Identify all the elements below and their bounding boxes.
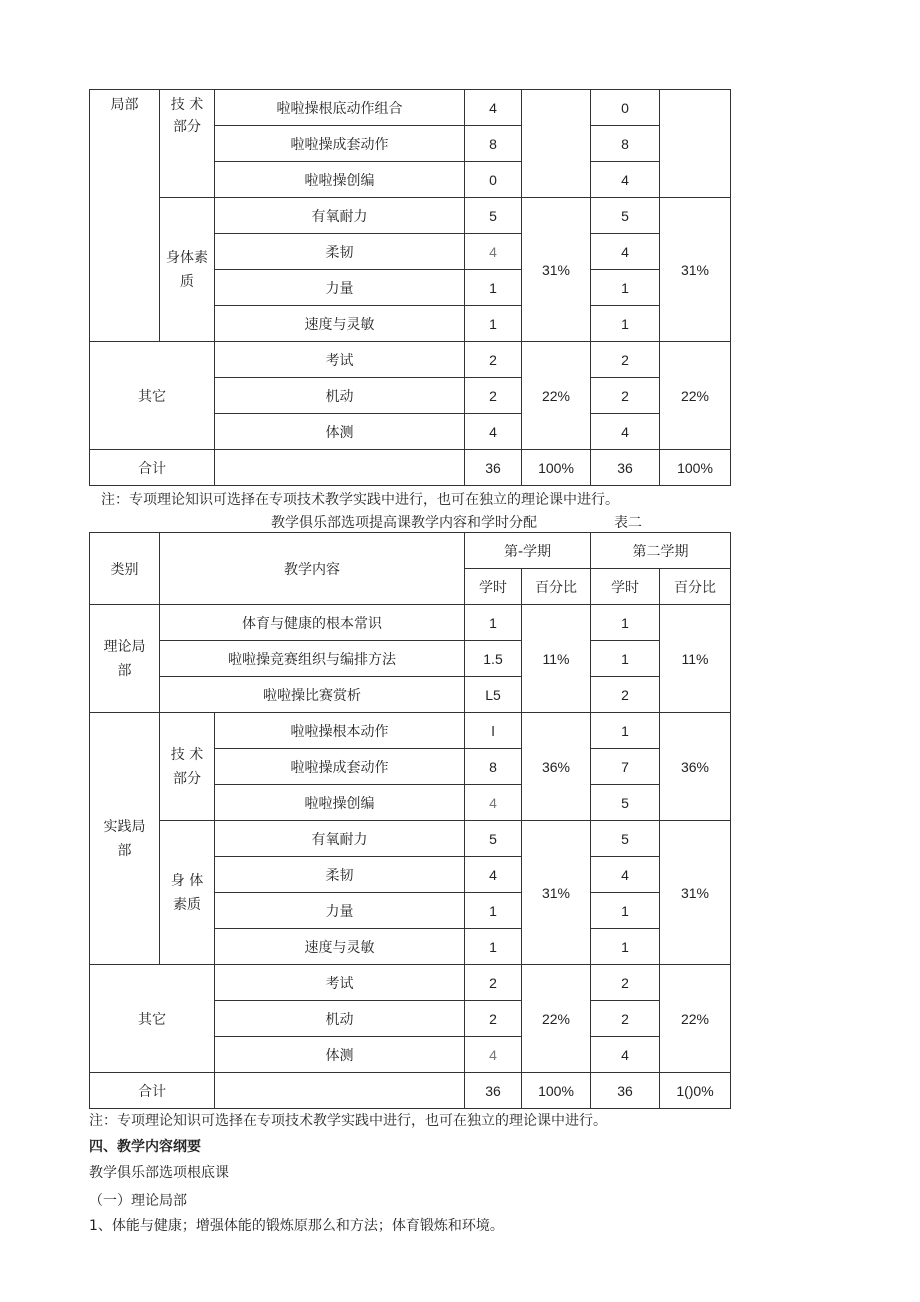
percent-cell: 22%	[522, 342, 591, 450]
content-cell: 体育与健康的根本常识	[160, 605, 465, 641]
hours-cell: 4	[591, 234, 660, 270]
content-cell: 啦啦操比赛赏析	[160, 677, 465, 713]
table-caption: 教学俱乐部选项提高课教学内容和学时分配	[271, 515, 537, 531]
percent-cell: 31%	[522, 821, 591, 965]
table-note: 注：专项理论知识可选择在专项技术教学实践中进行，也可在独立的理论课中进行。	[89, 1113, 607, 1129]
subcategory-cell: 技 术 部分	[160, 90, 215, 198]
hours-cell: 4	[591, 414, 660, 450]
hours-cell: 1	[591, 306, 660, 342]
hours-cell: 2	[465, 378, 522, 414]
header-hours: 学时	[465, 569, 522, 605]
percent-cell: 36%	[522, 713, 591, 821]
hours-cell: l	[465, 713, 522, 749]
content-cell: 啦啦操根底动作组合	[215, 90, 465, 126]
subcategory-cell: 技 术 部分	[160, 713, 215, 821]
total-label: 合计	[90, 450, 215, 486]
content-cell: 有氧耐力	[215, 198, 465, 234]
content-cell: 啦啦操创编	[215, 162, 465, 198]
content-cell: 机动	[215, 1001, 465, 1037]
hours-cell: 0	[591, 90, 660, 126]
content-cell: 考试	[215, 965, 465, 1001]
hours-cell: 2	[591, 1001, 660, 1037]
hours-cell: 4	[591, 1037, 660, 1073]
category-cell: 实践局 部	[90, 713, 160, 965]
hours-cell: 1	[591, 893, 660, 929]
hours-cell: 5	[591, 821, 660, 857]
content-cell: 速度与灵敏	[215, 929, 465, 965]
table-note: 注：专项理论知识可选择在专项技术教学实践中进行，也可在独立的理论课中进行。	[101, 492, 619, 508]
hours-cell: 4	[465, 1037, 522, 1073]
header-percent: 百分比	[660, 569, 731, 605]
total-hours-cell: 36	[591, 1073, 660, 1109]
hours-cell: 2	[465, 1001, 522, 1037]
hours-cell: 2	[465, 965, 522, 1001]
paragraph: 1、体能与健康；增强体能的锻炼原那么和方法；体育锻炼和环境。	[89, 1218, 504, 1234]
hours-cell: 1	[591, 641, 660, 677]
hours-cell: 1	[465, 929, 522, 965]
content-cell: 柔韧	[215, 234, 465, 270]
total-content-cell	[215, 1073, 465, 1109]
content-cell: 啦啦操成套动作	[215, 126, 465, 162]
subsection-heading: （一）理论局部	[89, 1193, 187, 1209]
hours-cell: 4	[465, 785, 522, 821]
hours-cell: 5	[465, 198, 522, 234]
header-semester-2: 第二学期	[591, 533, 731, 569]
total-hours-cell: 36	[465, 1073, 522, 1109]
content-cell: 速度与灵敏	[215, 306, 465, 342]
percent-cell: 22%	[660, 342, 731, 450]
hours-cell: 5	[591, 785, 660, 821]
header-percent: 百分比	[522, 569, 591, 605]
hours-cell: 2	[591, 378, 660, 414]
hours-cell: 1	[591, 605, 660, 641]
hours-cell: 4	[465, 234, 522, 270]
content-cell: 柔韧	[215, 857, 465, 893]
hours-cell: 4	[591, 162, 660, 198]
percent-cell: 22%	[522, 965, 591, 1073]
total-label: 合计	[90, 1073, 215, 1109]
header-category: 类别	[90, 533, 160, 605]
hours-cell: 2	[591, 965, 660, 1001]
header-semester-1: 第-学期	[465, 533, 591, 569]
hours-cell: 5	[591, 198, 660, 234]
content-cell: 力量	[215, 893, 465, 929]
subcategory-cell: 身 体 素质	[160, 821, 215, 965]
content-cell: 啦啦操根本动作	[215, 713, 465, 749]
hours-cell: 4	[591, 857, 660, 893]
category-cell: 局部	[90, 90, 160, 342]
category-cell: 理论局 部	[90, 605, 160, 713]
header-content: 教学内容	[160, 533, 465, 605]
total-content-cell	[215, 450, 465, 486]
hours-cell: 8	[465, 126, 522, 162]
percent-cell: 31%	[522, 198, 591, 342]
content-cell: 啦啦操创编	[215, 785, 465, 821]
hours-cell: 2	[591, 342, 660, 378]
content-cell: 机动	[215, 378, 465, 414]
category-cell: 其它	[90, 965, 215, 1073]
hours-cell: 2	[465, 342, 522, 378]
hours-cell: 7	[591, 749, 660, 785]
subcategory-cell: 身体素 质	[160, 198, 215, 342]
hours-cell: 1.5	[465, 641, 522, 677]
section-heading: 四、教学内容纲要	[89, 1139, 201, 1155]
hours-cell: 0	[465, 162, 522, 198]
percent-cell	[660, 90, 731, 198]
total-percent-cell: 100%	[522, 1073, 591, 1109]
percent-cell	[522, 90, 591, 198]
percent-cell: 36%	[660, 713, 731, 821]
content-cell: 啦啦操成套动作	[215, 749, 465, 785]
hours-cell: 4	[465, 90, 522, 126]
hours-cell: 4	[465, 414, 522, 450]
subheading: 教学俱乐部选项根底课	[89, 1165, 229, 1181]
total-hours-cell: 36	[465, 450, 522, 486]
percent-cell: 11%	[522, 605, 591, 713]
percent-cell: 31%	[660, 198, 731, 342]
total-percent-cell: 100%	[522, 450, 591, 486]
percent-cell: 31%	[660, 821, 731, 965]
hours-cell: 1	[591, 929, 660, 965]
percent-cell: 11%	[660, 605, 731, 713]
hours-cell: 8	[465, 749, 522, 785]
total-percent-cell: 100%	[660, 450, 731, 486]
hours-table-1	[89, 89, 731, 486]
hours-cell: 1	[465, 605, 522, 641]
total-hours-cell: 36	[591, 450, 660, 486]
hours-cell: 1	[591, 713, 660, 749]
hours-cell: 1	[465, 270, 522, 306]
content-cell: 有氧耐力	[215, 821, 465, 857]
table-caption-tag: 表二	[614, 515, 642, 531]
category-cell: 其它	[90, 342, 215, 450]
hours-cell: 1	[465, 306, 522, 342]
total-percent-cell: 1()0%	[660, 1073, 731, 1109]
hours-table-2	[89, 532, 731, 1109]
content-cell: 力量	[215, 270, 465, 306]
percent-cell: 22%	[660, 965, 731, 1073]
header-hours: 学时	[591, 569, 660, 605]
hours-cell: L5	[465, 677, 522, 713]
hours-cell: 2	[591, 677, 660, 713]
hours-cell: 1	[591, 270, 660, 306]
hours-cell: 8	[591, 126, 660, 162]
content-cell: 啦啦操竞赛组织与编排方法	[160, 641, 465, 677]
hours-cell: 5	[465, 821, 522, 857]
hours-cell: 4	[465, 857, 522, 893]
content-cell: 体测	[215, 414, 465, 450]
hours-cell: 1	[465, 893, 522, 929]
content-cell: 考试	[215, 342, 465, 378]
content-cell: 体测	[215, 1037, 465, 1073]
